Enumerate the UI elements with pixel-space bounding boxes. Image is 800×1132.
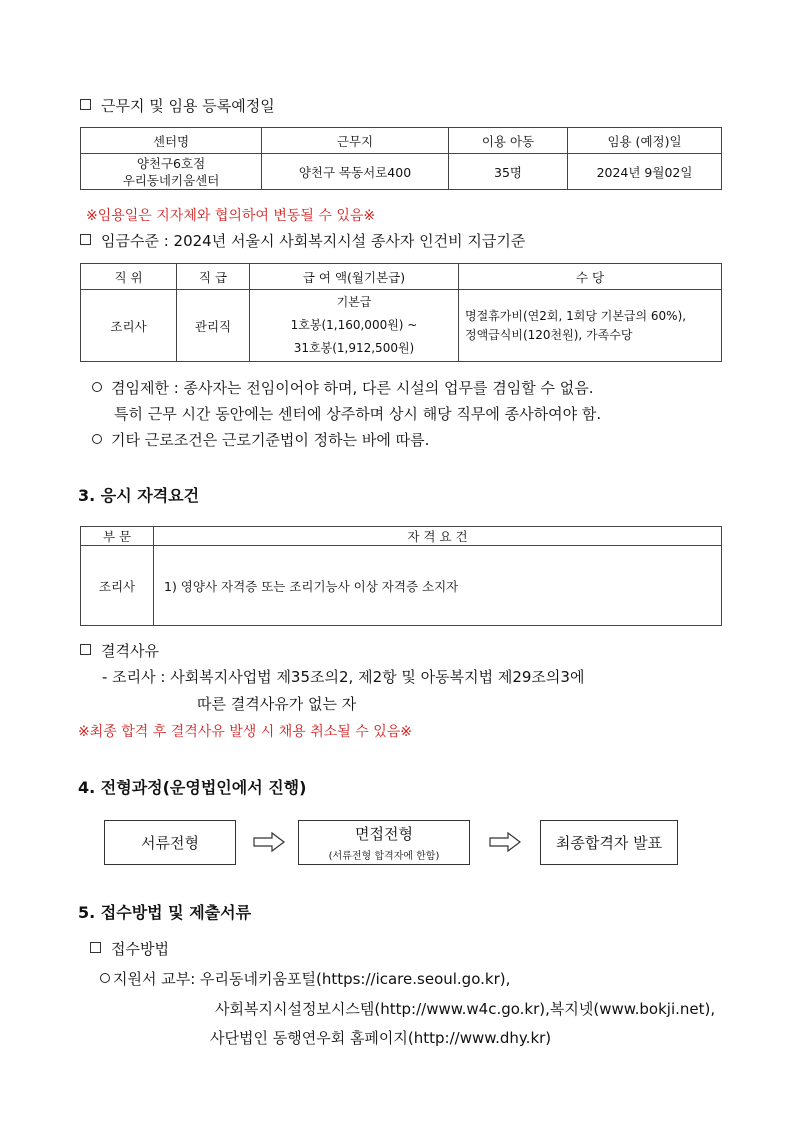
cell-allowance: 명절휴가비(연2회, 1회당 기본급의 60%), 정액급식비(120천원), 가족수당	[459, 290, 722, 362]
cell-requirement: 1) 영양사 자격증 또는 조리기능사 이상 자격증 소지자	[154, 546, 722, 626]
other-conditions: 기타 근로조건은 근로기준법이 정하는 바에 따름.	[92, 429, 429, 450]
col-pay: 급 여 액(월기본급)	[250, 264, 459, 290]
col-location: 근무지	[262, 128, 449, 154]
appointment-note: ※임용일은 지자체와 협의하여 변동될 수 있음※	[86, 208, 376, 224]
col-requirement: 자 격 요 건	[154, 527, 722, 546]
qualification-table	[80, 526, 722, 626]
col-grade: 직 급	[177, 264, 250, 290]
cell-grade: 관리직	[177, 290, 250, 362]
application-method-heading: 접수방법	[90, 938, 169, 959]
cell-pay: 기본급 1호봉(1,160,000원) ~ 31호봉(1,912,500원)	[250, 290, 459, 362]
cell-children: 35명	[449, 154, 568, 190]
section3-title: 3. 응시 자격요건	[78, 486, 200, 505]
application-line1: 지원서 교부: 우리동네키움포털(https://icare.seoul.go.kr),	[100, 968, 510, 989]
arrow-right-icon	[488, 831, 522, 853]
step-final-announcement: 최종합격자 발표	[540, 820, 678, 865]
wage-table	[80, 263, 722, 362]
cell-location: 양천구 목동서로400	[262, 154, 449, 190]
disqualification-line1: - 조리사 : 사회복지사업법 제35조의2, 제2항 및 아동복지법 제29조의3에	[102, 668, 585, 686]
col-allowance: 수 당	[459, 264, 722, 290]
col-date: 임용 (예정)일	[568, 128, 722, 154]
col-children: 이용 아동	[449, 128, 568, 154]
workplace-table	[80, 127, 722, 190]
application-line2: 사회복지시설정보시스템(http://www.w4c.go.kr),복지넷(www.bokji.net),	[215, 1000, 716, 1018]
disqualification-heading: 결격사유	[80, 640, 159, 661]
col-position: 직 위	[81, 264, 177, 290]
circle-bullet-icon	[92, 382, 102, 392]
disqualification-line2: 따른 결격사유가 없는 자	[197, 695, 357, 713]
step-interview: 면접전형 (서류전형 합격자에 한함)	[298, 820, 470, 865]
cell-date: 2024년 9월02일	[568, 154, 722, 190]
concurrent-restriction-cont: 특히 근무 시간 동안에는 센터에 상주하며 상시 해당 직무에 종사하여야 함.	[114, 405, 602, 423]
step-document-screening: 서류전형	[104, 820, 236, 865]
square-bullet-icon	[80, 644, 91, 655]
section5-title: 5. 접수방법 및 제출서류	[78, 903, 252, 922]
square-bullet-icon	[80, 234, 91, 245]
section4-title: 4. 전형과정(운영법인에서 진행)	[78, 778, 307, 797]
square-bullet-icon	[80, 99, 91, 110]
cell-dept: 조리사	[81, 546, 154, 626]
application-line3: 사단법인 동행연우회 홈페이지(http://www.dhy.kr)	[210, 1029, 552, 1047]
workplace-heading: 근무지 및 임용 등록예정일	[80, 95, 275, 116]
wage-heading: 임금수준 : 2024년 서울시 사회복지시설 종사자 인건비 지급기준	[80, 230, 525, 251]
cell-position: 조리사	[81, 290, 177, 362]
concurrent-restriction: 겸임제한 : 종사자는 전임이어야 하며, 다른 시설의 업무를 겸임할 수 없음.	[92, 377, 593, 398]
col-center: 센터명	[81, 128, 262, 154]
disqualification-note: ※최종 합격 후 결격사유 발생 시 채용 취소될 수 있음※	[78, 724, 412, 740]
circle-bullet-icon	[100, 973, 110, 983]
square-bullet-icon	[90, 942, 101, 953]
col-dept: 부 문	[81, 527, 154, 546]
cell-center: 양천구6호점 우리동네키움센터	[81, 154, 262, 190]
arrow-right-icon	[252, 831, 286, 853]
circle-bullet-icon	[92, 434, 102, 444]
